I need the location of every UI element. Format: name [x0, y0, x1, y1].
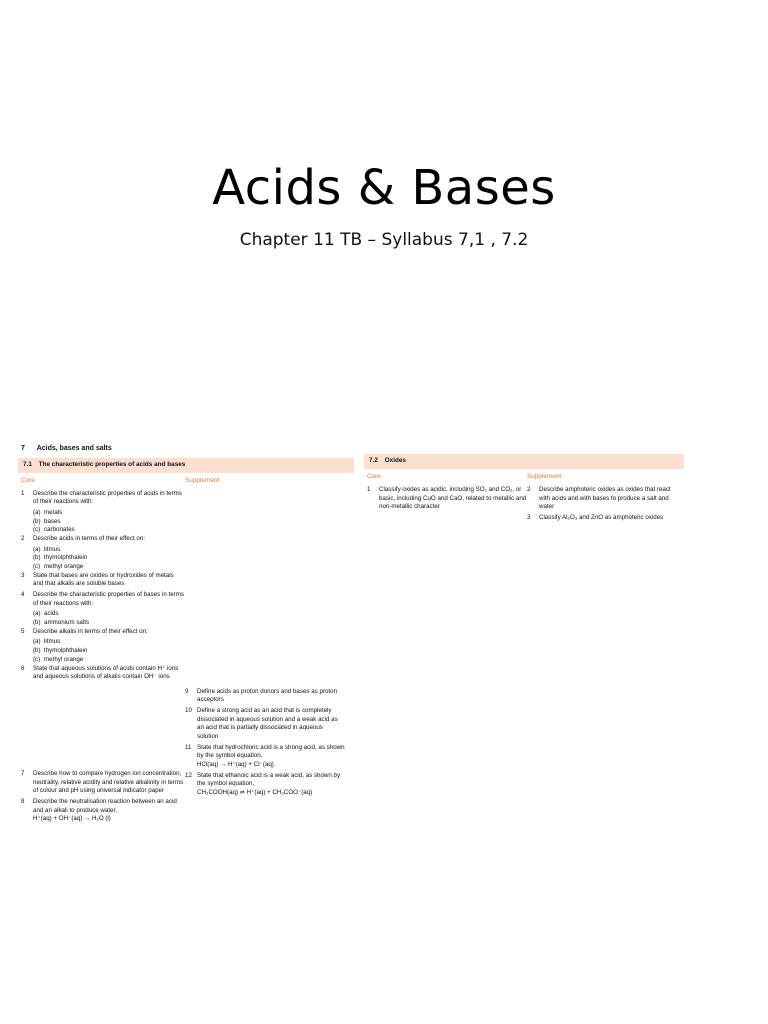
item-number: 1 — [21, 489, 25, 497]
core-column — [18, 490, 185, 824]
item-number: 4 — [21, 591, 25, 599]
syllabus-grid — [364, 486, 684, 525]
core-item — [21, 665, 185, 682]
sub-item — [21, 656, 185, 665]
section-title: Acids, bases and salts — [36, 445, 112, 452]
sub-item — [21, 518, 185, 527]
item-text: Describe how to compare hydrogen ion concentration, neutrality, relative acidity and relative alkalinity in terms of colour and pH using universal indicator paper — [33, 769, 184, 795]
spacer — [21, 684, 185, 770]
item-text: State that hydrochloric acid is a strong acid, as shown by the symbol equation, — [197, 743, 345, 760]
sub-item — [21, 563, 185, 572]
sub-text: methyl orange — [44, 655, 84, 663]
item-number: 5 — [21, 627, 25, 635]
sub-letter: (b) — [33, 517, 41, 525]
item-text: Describe the characteristic properties of bases in terms of their reactions with: — [33, 591, 184, 607]
equation: CH₃COOH(aq) ⇌ H⁺(aq) + CH₃COO⁻(aq) — [197, 789, 313, 797]
spacer — [185, 490, 345, 688]
sub-item — [21, 619, 185, 628]
equation: H⁺(aq) + OH⁻(aq) → H₂O (l) — [33, 815, 111, 823]
item-text: Describe acids in terms of their effect on: — [33, 535, 145, 543]
core-label: Core — [21, 476, 35, 484]
core-item — [21, 628, 185, 637]
subsection-header — [364, 454, 684, 469]
sub-text: ammonium salts — [44, 619, 90, 627]
supplement-item — [185, 744, 345, 761]
sub-text: litmus — [44, 638, 61, 646]
item-number: 10 — [185, 707, 192, 715]
slide-subtitle: Chapter 11 TB – Syllabus 7,1 , 7.2 — [239, 230, 529, 250]
core-item — [21, 490, 185, 507]
supplement-item — [185, 707, 345, 742]
sub-letter: (a) — [33, 509, 41, 517]
sub-letter: (c) — [33, 526, 41, 534]
core-item — [367, 486, 527, 512]
sub-text: methyl orange — [44, 563, 84, 571]
supplement-item — [527, 514, 679, 523]
item-text: Define a strong acid as an acid that is completely dissociated in aqueous solution and a weak acid as an acid that is partially dissociated in aqueous solution — [197, 707, 338, 741]
subsection-number: 7.1 — [23, 460, 32, 468]
section-number: 7 — [21, 445, 25, 452]
item-text: State that aqueous solutions of acids contain H⁺ ions and aqueous solutions of alkalis contain OH⁻ ions — [33, 664, 179, 681]
item-number: 3 — [21, 571, 25, 579]
sub-letter: (a) — [33, 638, 41, 646]
core-column — [364, 486, 527, 525]
sub-item — [21, 546, 185, 555]
sub-item — [21, 638, 185, 647]
sub-letter: (a) — [33, 610, 41, 618]
item-text: Classify oxides as acidic, including SO₂ and CO₂, or basic, including CuO and CaO, related to metallic and non-metallic character — [379, 485, 527, 511]
item-text: Describe the characteristic properties of acids in terms of their reactions with: — [33, 489, 182, 506]
item-number: 7 — [21, 769, 25, 777]
item-number: 11 — [185, 743, 192, 751]
sub-letter: (b) — [33, 619, 41, 627]
supplement-column — [185, 490, 345, 824]
item-text: State that ethanoic acid is a weak acid, as shown by the symbol equation, — [197, 771, 341, 788]
item-text: Describe alkalis in terms of their effect on: — [33, 627, 148, 635]
column-headers — [364, 473, 684, 482]
sub-item — [21, 610, 185, 619]
subsection-header — [18, 458, 354, 473]
core-label: Core — [367, 472, 381, 480]
syllabus-excerpt-7-1 — [18, 444, 354, 824]
sub-item — [21, 647, 185, 656]
sub-text: acids — [44, 610, 59, 618]
equation: HCl(aq) → H⁺(aq) + Cl⁻(aq) — [197, 761, 274, 769]
sub-letter: (b) — [33, 647, 41, 655]
item-number: 3 — [527, 513, 531, 521]
item-number: 9 — [185, 687, 189, 695]
subsection-title: The characteristic properties of acids and bases — [38, 460, 186, 468]
item-number: 6 — [21, 664, 25, 672]
sub-letter: (c) — [33, 563, 41, 571]
sub-letter: (a) — [33, 545, 41, 553]
sub-letter: (c) — [33, 655, 41, 663]
item-number: 2 — [527, 485, 531, 493]
subsection-title: Oxides — [384, 457, 406, 464]
supplement-label: Supplement — [527, 472, 562, 480]
item-text: Describe the neutralisation reaction between an acid and an alkali to produce water, — [33, 797, 177, 814]
item-number: 1 — [367, 485, 371, 493]
sub-text: thymolphthalein — [44, 647, 88, 655]
sub-text: metals — [44, 509, 63, 517]
section-heading — [18, 444, 354, 454]
core-item — [21, 535, 185, 544]
item-number: 8 — [21, 797, 25, 805]
syllabus-excerpt-7-2 — [364, 454, 684, 525]
syllabus-grid — [18, 490, 354, 824]
item-text: Classify Al₂O₃ and ZnO as amphoteric oxides — [539, 513, 664, 521]
subsection-number: 7.2 — [369, 457, 378, 464]
core-item — [21, 770, 185, 796]
sub-text: thymolphthalein — [44, 554, 88, 562]
sub-letter: (b) — [33, 554, 41, 562]
supplement-label: Supplement — [185, 476, 220, 484]
item-text: Describe amphoteric oxides as oxides that react with acids and with bases to produce a salt and water — [539, 485, 671, 511]
column-headers — [18, 477, 354, 486]
sub-text: litmus — [44, 545, 61, 553]
core-item — [21, 572, 185, 589]
sub-text: bases — [44, 517, 61, 525]
item-number: 2 — [21, 535, 25, 543]
supplement-item — [527, 486, 679, 512]
item-text: State that bases are oxides or hydroxides of metals and that alkalis are soluble bases — [33, 571, 174, 588]
core-item — [21, 591, 185, 608]
item-number: 12 — [185, 771, 192, 779]
sub-item — [21, 554, 185, 563]
item-text: Define acids as proton donors and bases as proton acceptors — [197, 687, 337, 704]
supplement-column — [527, 486, 679, 525]
core-item — [21, 798, 185, 815]
sub-text: carbonates — [44, 526, 75, 534]
supplement-item — [185, 772, 345, 789]
sub-item — [21, 526, 185, 535]
sub-item — [21, 509, 185, 518]
slide-title: Acids & Bases — [212, 160, 556, 216]
supplement-item — [185, 688, 345, 705]
